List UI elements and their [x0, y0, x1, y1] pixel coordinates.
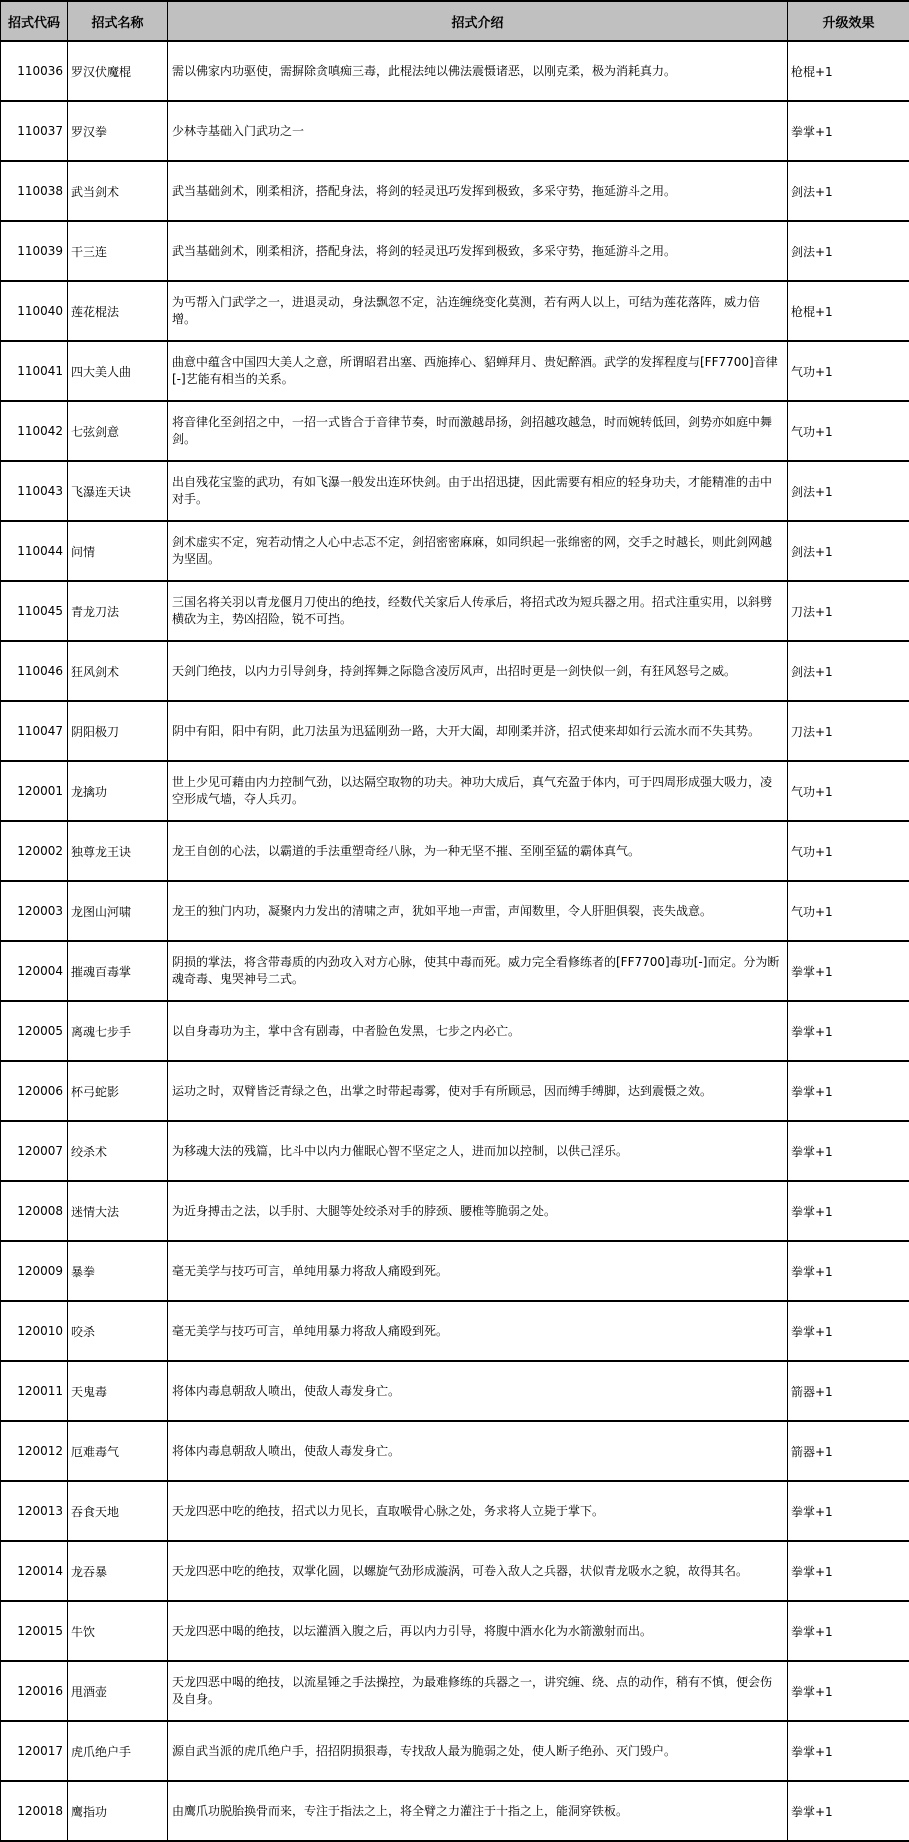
skill-code-cell: 120006	[1, 1061, 68, 1121]
skill-code-cell: 110036	[1, 41, 68, 101]
skill-name-cell: 牛饮	[68, 1601, 168, 1661]
table-row	[1, 1121, 909, 1181]
skill-effect-cell: 刀法+1	[788, 701, 909, 761]
skill-code-cell: 110047	[1, 701, 68, 761]
skill-effect-cell: 刀法+1	[788, 581, 909, 641]
skill-name-cell: 暴拳	[68, 1241, 168, 1301]
skill-code-cell: 120005	[1, 1001, 68, 1061]
table-row	[1, 1661, 909, 1721]
skill-desc-cell: 阴损的掌法，将含带毒质的内劲攻入对方心脉，使其中毒而死。威力完全看修练者的[FF7700]毒功[-]而定。分为断魂奇毒、鬼哭神号二式。	[168, 941, 788, 1001]
skill-code-cell: 120002	[1, 821, 68, 881]
table-row	[1, 281, 909, 341]
skill-effect-cell: 拳掌+1	[788, 1301, 909, 1361]
skill-effect-cell: 剑法+1	[788, 521, 909, 581]
skill-name-cell: 厄难毒气	[68, 1421, 168, 1481]
skill-desc-cell: 为近身搏击之法，以手肘、大腿等处绞杀对手的脖颈、腰椎等脆弱之处。	[168, 1181, 788, 1241]
table-row	[1, 701, 909, 761]
skill-desc-cell: 为移魂大法的残篇，比斗中以内力催眠心智不坚定之人，进而加以控制，以供己淫乐。	[168, 1121, 788, 1181]
skill-code-cell: 110045	[1, 581, 68, 641]
table-row	[1, 1181, 909, 1241]
skill-effect-cell: 拳掌+1	[788, 1541, 909, 1601]
skill-table-header	[1, 1, 909, 41]
skill-desc-cell: 天龙四恶中喝的绝技，以流星锤之手法操控，为最难修练的兵器之一，讲究缠、绕、点的动作，稍有不慎，便会伤及自身。	[168, 1661, 788, 1721]
skill-desc-cell: 武当基础剑术，刚柔相济，搭配身法，将剑的轻灵迅巧发挥到极致，多采守势，拖延游斗之用。	[168, 221, 788, 281]
skill-desc-cell: 为丐帮入门武学之一，进退灵动，身法飘忽不定，沾连缠绕变化莫测，若有两人以上，可结为莲花落阵，威力倍增。	[168, 281, 788, 341]
skill-desc-cell: 毫无美学与技巧可言，单纯用暴力将敌人痛殴到死。	[168, 1301, 788, 1361]
skill-desc-cell: 需以佛家内功驱使，需摒除贪嗔痴三毒，此棍法纯以佛法震慑诸恶，以刚克柔，极为消耗真力。	[168, 41, 788, 101]
skill-name-cell: 离魂七步手	[68, 1001, 168, 1061]
skill-effect-cell: 剑法+1	[788, 641, 909, 701]
skill-name-cell: 武当剑术	[68, 161, 168, 221]
skill-code-cell: 120001	[1, 761, 68, 821]
table-row	[1, 161, 909, 221]
skill-code-cell: 120015	[1, 1601, 68, 1661]
skill-name-cell: 干三连	[68, 221, 168, 281]
skill-code-cell: 120009	[1, 1241, 68, 1301]
column-header-code: 招式代码	[1, 1, 68, 41]
skill-code-cell: 110044	[1, 521, 68, 581]
skill-code-cell: 120011	[1, 1361, 68, 1421]
skill-name-cell: 七弦剑意	[68, 401, 168, 461]
skill-effect-cell: 剑法+1	[788, 161, 909, 221]
table-row	[1, 1781, 909, 1841]
skill-desc-cell: 毫无美学与技巧可言，单纯用暴力将敌人痛殴到死。	[168, 1241, 788, 1301]
skill-name-cell: 鹰指功	[68, 1781, 168, 1841]
skill-name-cell: 龙擒功	[68, 761, 168, 821]
table-row	[1, 1481, 909, 1541]
column-header-name: 招式名称	[68, 1, 168, 41]
column-header-effect: 升级效果	[788, 1, 909, 41]
skill-code-cell: 110042	[1, 401, 68, 461]
skill-desc-cell: 曲意中蕴含中国四大美人之意，所谓昭君出塞、西施捧心、貂蝉拜月、贵妃醉酒。武学的发挥程度与[FF7700]音律[-]艺能有相当的关系。	[168, 341, 788, 401]
skill-effect-cell: 拳掌+1	[788, 1601, 909, 1661]
skill-desc-cell: 将音律化至剑招之中，一招一式皆合于音律节奏，时而激越昂扬，剑招越攻越急，时而婉转低回，剑势亦如庭中舞剑。	[168, 401, 788, 461]
skill-table-body	[1, 41, 909, 1841]
skill-desc-cell: 将体内毒息朝敌人喷出，使敌人毒发身亡。	[168, 1361, 788, 1421]
skill-effect-cell: 枪棍+1	[788, 281, 909, 341]
table-row	[1, 941, 909, 1001]
skill-code-cell: 110041	[1, 341, 68, 401]
skill-desc-cell: 天龙四恶中吃的绝技，招式以力见长，直取喉骨心脉之处，务求将人立毙于掌下。	[168, 1481, 788, 1541]
skill-desc-cell: 出自残花宝鉴的武功，有如飞瀑一般发出连环快剑。由于出招迅捷，因此需要有相应的轻身功夫，才能精准的击中对手。	[168, 461, 788, 521]
table-row	[1, 521, 909, 581]
skill-code-cell: 120016	[1, 1661, 68, 1721]
table-row	[1, 821, 909, 881]
skill-code-cell: 120018	[1, 1781, 68, 1841]
skill-desc-cell: 少林寺基础入门武功之一	[168, 101, 788, 161]
skill-desc-cell: 源自武当派的虎爪绝户手，招招阴损狠毒，专找敌人最为脆弱之处，使人断子绝孙、灭门毁户。	[168, 1721, 788, 1781]
skill-effect-cell: 拳掌+1	[788, 1241, 909, 1301]
skill-name-cell: 绞杀术	[68, 1121, 168, 1181]
header-row	[1, 1, 909, 41]
skill-effect-cell: 拳掌+1	[788, 1661, 909, 1721]
skill-name-cell: 罗汉伏魔棍	[68, 41, 168, 101]
skill-desc-cell: 运功之时，双臂皆泛青绿之色，出掌之时带起毒雾，使对手有所顾忌，因而缚手缚脚，达到震慑之效。	[168, 1061, 788, 1121]
skill-effect-cell: 拳掌+1	[788, 1481, 909, 1541]
skill-desc-cell: 世上少见可藉由内力控制气劲，以达隔空取物的功夫。神功大成后，真气充盈于体内，可于四周形成强大吸力，凌空形成气墙，夺人兵刃。	[168, 761, 788, 821]
skill-name-cell: 龙吞暴	[68, 1541, 168, 1601]
table-row	[1, 461, 909, 521]
skill-code-cell: 110037	[1, 101, 68, 161]
skill-desc-cell: 阴中有阳，阳中有阴，此刀法虽为迅猛刚劲一路，大开大阖，却刚柔并济，招式使来却如行云流水而不失其势。	[168, 701, 788, 761]
skill-effect-cell: 枪棍+1	[788, 41, 909, 101]
table-row	[1, 1541, 909, 1601]
skill-name-cell: 迷情大法	[68, 1181, 168, 1241]
skill-name-cell: 莲花棍法	[68, 281, 168, 341]
skill-code-cell: 120008	[1, 1181, 68, 1241]
table-row	[1, 641, 909, 701]
skill-effect-cell: 气功+1	[788, 821, 909, 881]
table-row	[1, 41, 909, 101]
skill-effect-cell: 拳掌+1	[788, 1061, 909, 1121]
skill-code-cell: 120004	[1, 941, 68, 1001]
skill-effect-cell: 气功+1	[788, 881, 909, 941]
table-row	[1, 1241, 909, 1301]
skill-effect-cell: 剑法+1	[788, 221, 909, 281]
skill-code-cell: 120017	[1, 1721, 68, 1781]
skill-name-cell: 四大美人曲	[68, 341, 168, 401]
table-row	[1, 401, 909, 461]
skill-effect-cell: 剑法+1	[788, 461, 909, 521]
skill-name-cell: 青龙刀法	[68, 581, 168, 641]
skill-effect-cell: 拳掌+1	[788, 1121, 909, 1181]
skill-effect-cell: 箭器+1	[788, 1361, 909, 1421]
skill-code-cell: 120012	[1, 1421, 68, 1481]
skill-effect-cell: 拳掌+1	[788, 1001, 909, 1061]
skill-name-cell: 甩酒壶	[68, 1661, 168, 1721]
skill-desc-cell: 将体内毒息朝敌人喷出，使敌人毒发身亡。	[168, 1421, 788, 1481]
skill-name-cell: 罗汉拳	[68, 101, 168, 161]
table-row	[1, 221, 909, 281]
skill-name-cell: 狂风剑术	[68, 641, 168, 701]
skill-code-cell: 110040	[1, 281, 68, 341]
table-row	[1, 341, 909, 401]
skill-desc-cell: 天剑门绝技，以内力引导剑身，持剑挥舞之际隐含凌厉风声，出招时更是一剑快似一剑，有狂风怒号之威。	[168, 641, 788, 701]
skill-effect-cell: 气功+1	[788, 761, 909, 821]
skill-desc-cell: 天龙四恶中吃的绝技，双掌化圆，以螺旋气劲形成漩涡，可卷入敌人之兵器，状似青龙吸水之貌，故得其名。	[168, 1541, 788, 1601]
skill-effect-cell: 气功+1	[788, 341, 909, 401]
skill-desc-cell: 武当基础剑术，刚柔相济，搭配身法，将剑的轻灵迅巧发挥到极致，多采守势，拖延游斗之用。	[168, 161, 788, 221]
skill-desc-cell: 三国名将关羽以青龙偃月刀使出的绝技，经数代关家后人传承后，将招式改为短兵器之用。招式注重实用，以斜劈横砍为主，势凶招险，锐不可挡。	[168, 581, 788, 641]
skill-name-cell: 飞瀑连天诀	[68, 461, 168, 521]
skill-name-cell: 咬杀	[68, 1301, 168, 1361]
skill-effect-cell: 气功+1	[788, 401, 909, 461]
skill-desc-cell: 龙王的独门内功，凝聚内力发出的清啸之声，犹如平地一声雷，声闻数里，令人肝胆俱裂，丧失战意。	[168, 881, 788, 941]
table-row	[1, 1001, 909, 1061]
skill-code-cell: 110043	[1, 461, 68, 521]
skill-code-cell: 120003	[1, 881, 68, 941]
table-row	[1, 1421, 909, 1481]
skill-effect-cell: 拳掌+1	[788, 1181, 909, 1241]
skill-code-cell: 120007	[1, 1121, 68, 1181]
table-row	[1, 1361, 909, 1421]
skill-code-cell: 110039	[1, 221, 68, 281]
table-row	[1, 761, 909, 821]
skill-desc-cell: 龙王自创的心法，以霸道的手法重塑奇经八脉，为一种无坚不摧、至刚至猛的霸体真气。	[168, 821, 788, 881]
skill-name-cell: 阴阳极刀	[68, 701, 168, 761]
skill-code-cell: 110046	[1, 641, 68, 701]
table-row	[1, 101, 909, 161]
skill-effect-cell: 拳掌+1	[788, 1781, 909, 1841]
skill-desc-cell: 由鹰爪功脱胎换骨而来，专注于指法之上，将全臂之力灌注于十指之上，能洞穿铁板。	[168, 1781, 788, 1841]
table-row	[1, 1061, 909, 1121]
table-row	[1, 1601, 909, 1661]
table-row	[1, 1301, 909, 1361]
skill-name-cell: 独尊龙王诀	[68, 821, 168, 881]
table-row	[1, 1721, 909, 1781]
table-row	[1, 581, 909, 641]
skill-desc-cell: 剑术虚实不定，宛若动情之人心中忐忑不定，剑招密密麻麻，如同织起一张绵密的网，交手之时越长，则此剑网越为坚固。	[168, 521, 788, 581]
skill-code-cell: 110038	[1, 161, 68, 221]
skill-code-cell: 120013	[1, 1481, 68, 1541]
skill-effect-cell: 拳掌+1	[788, 1721, 909, 1781]
skill-name-cell: 摧魂百毒掌	[68, 941, 168, 1001]
skill-name-cell: 虎爪绝户手	[68, 1721, 168, 1781]
skill-name-cell: 龙图山河啸	[68, 881, 168, 941]
skill-desc-cell: 天龙四恶中喝的绝技，以坛灌酒入腹之后，再以内力引导，将腹中酒水化为水箭激射而出。	[168, 1601, 788, 1661]
skill-name-cell: 天鬼毒	[68, 1361, 168, 1421]
skill-name-cell: 问情	[68, 521, 168, 581]
skill-effect-cell: 箭器+1	[788, 1421, 909, 1481]
column-header-desc: 招式介绍	[168, 1, 788, 41]
skill-code-cell: 120010	[1, 1301, 68, 1361]
skill-name-cell: 吞食天地	[68, 1481, 168, 1541]
table-row	[1, 881, 909, 941]
skill-name-cell: 杯弓蛇影	[68, 1061, 168, 1121]
skill-effect-cell: 拳掌+1	[788, 101, 909, 161]
skill-code-cell: 120014	[1, 1541, 68, 1601]
skill-effect-cell: 拳掌+1	[788, 941, 909, 1001]
skill-desc-cell: 以自身毒功为主，掌中含有剧毒，中者脸色发黑，七步之内必亡。	[168, 1001, 788, 1061]
